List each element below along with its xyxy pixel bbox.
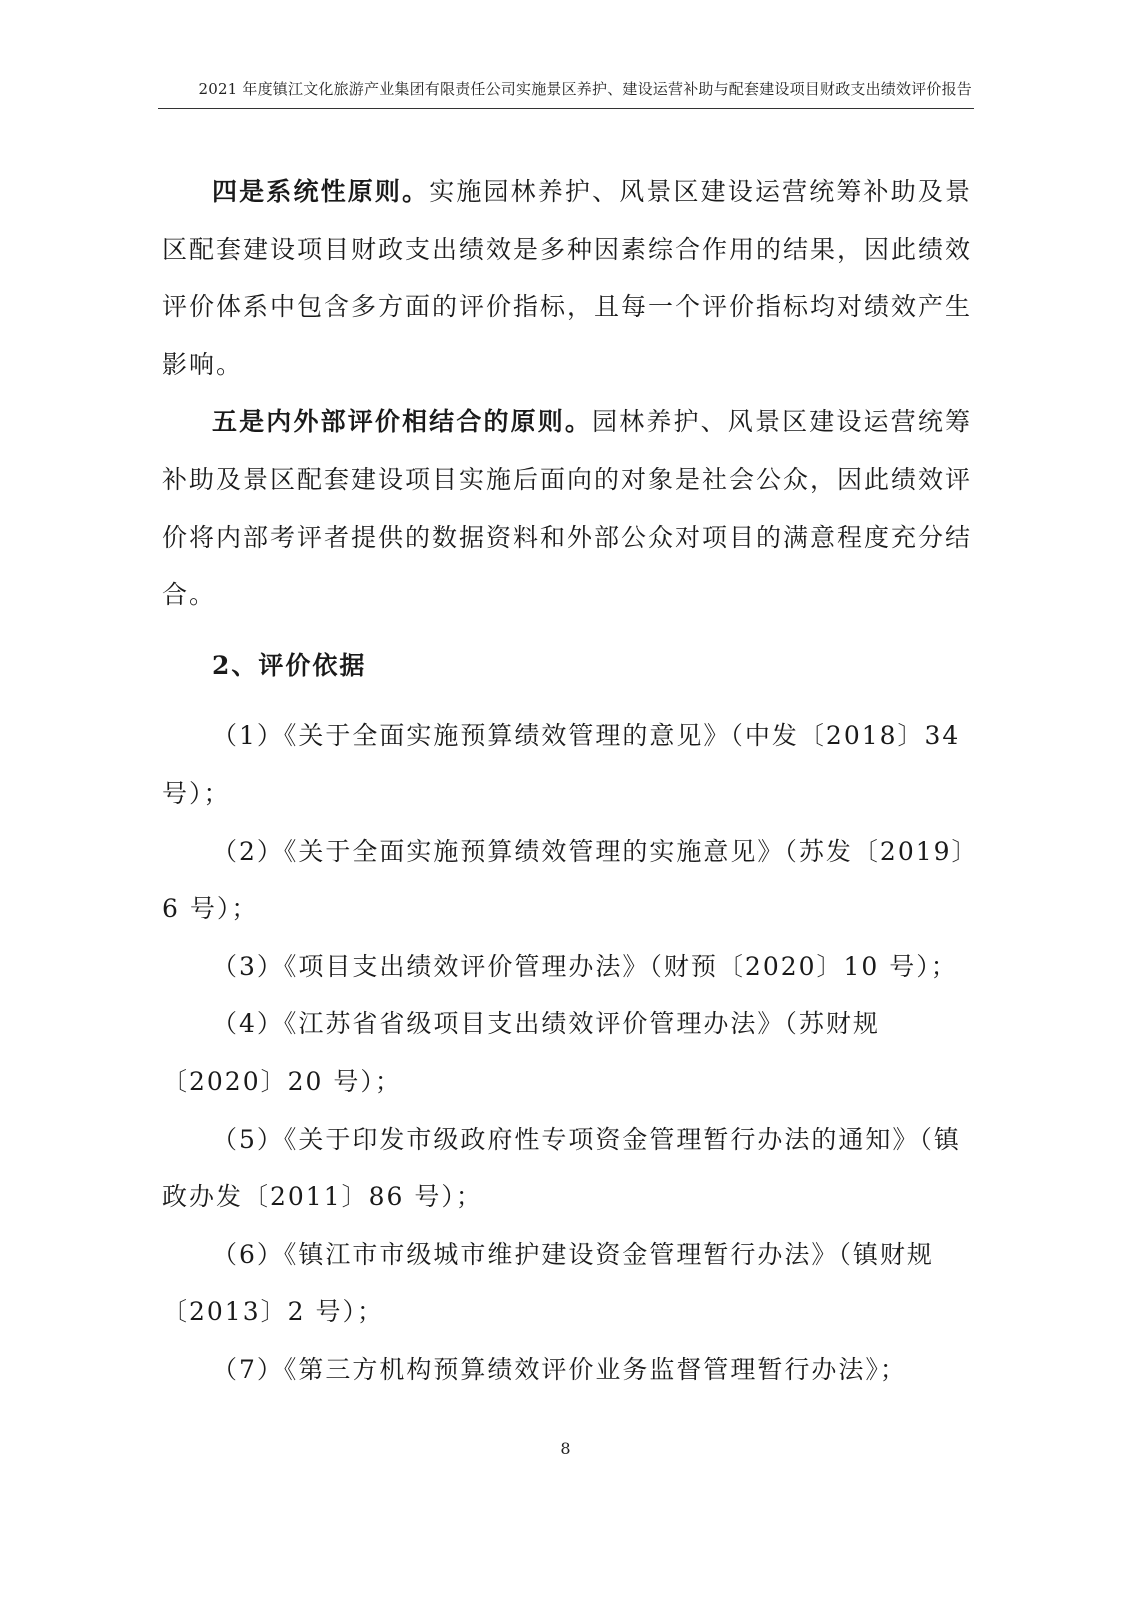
basis-item-1: （1）《关于全面实施预算绩效管理的意见》（中发〔2018〕34 号）； [162, 721, 961, 808]
principle-text: 实施园林养护、风景区建设运营统筹补助及景区配套建设项目财政支出绩效是多种因素综合作用的结果，因此绩效评价体系中包含多方面的评价指标，且每一个评价指标均对绩效产生影响。 [162, 177, 973, 379]
principle-text: 园林养护、风景区建设运营统筹补助及景区配套建设项目实施后面向的对象是社会公众，因此绩效评价将内部考评者提供的数据资料和外部公众对项目的满意程度充分结合。 [162, 407, 973, 610]
section-heading: 2、评价依据 [212, 650, 367, 680]
basis-item-5: （5）《关于印发市级政府性专项资金管理暂行办法的通知》（镇政办发〔2011〕86 号）； [162, 1124, 961, 1212]
basis-item-7: （7）《第三方机构预算绩效评价业务监督管理暂行办法》； [212, 1354, 907, 1384]
principle-paragraph-5 [162, 393, 972, 623]
document-body [162, 163, 972, 1398]
principle-lead: 五是内外部评价相结合的原则。 [212, 407, 593, 437]
basis-item-2: （2）《关于全面实施预算绩效管理的实施意见》（苏发〔2019〕6 号）； [162, 836, 967, 924]
page-number: 8 [560, 1439, 571, 1458]
principle-lead: 四是系统性原则。 [212, 177, 430, 206]
basis-item-6: （6）《镇江市市级城市维护建设资金管理暂行办法》（镇财规〔2013〕2 号）； [162, 1239, 934, 1327]
running-header: 2021 年度镇江文化旅游产业集团有限责任公司实施景区养护、建设运营补助与配套建设项目财政支出绩效评价报告 [198, 80, 972, 98]
header-rule [158, 108, 974, 109]
principle-paragraph-4 [162, 163, 972, 393]
basis-item-3: （3）《项目支出绩效评价管理办法》（财预〔2020〕10 号）； [212, 951, 958, 981]
basis-item-4: （4）《江苏省省级项目支出绩效评价管理办法》（苏财规〔2020〕20 号）； [162, 1009, 880, 1096]
